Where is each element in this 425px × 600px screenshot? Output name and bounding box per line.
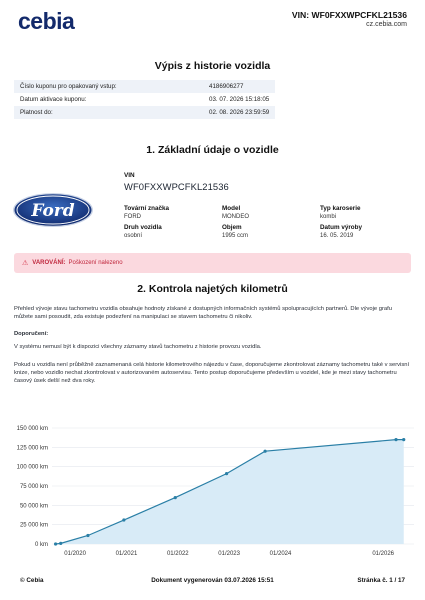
engine-volume-field xyxy=(222,224,248,239)
y-tick-label: 125 000 km xyxy=(16,445,48,452)
y-tick-label: 100 000 km xyxy=(16,464,48,471)
vehicle-kind-value: osobní xyxy=(124,233,143,239)
data-point xyxy=(225,472,228,475)
make-value: FORD xyxy=(124,214,141,220)
coupon-number-label: Číslo kuponu pro opakovaný vstup: xyxy=(14,80,203,93)
x-tick-label: 01/2021 xyxy=(115,551,138,557)
ford-logo-icon xyxy=(12,192,94,228)
warning-text: Poškození nalezeno xyxy=(68,260,123,266)
footer-page-number: Stránka č. 1 / 17 xyxy=(357,577,405,584)
section-basic-info-title: 1. Základní údaje o vozidle xyxy=(146,144,279,156)
header-vin-block xyxy=(292,10,407,28)
vin-label: VIN xyxy=(124,172,135,179)
x-tick-label: 01/2020 xyxy=(64,551,86,557)
data-point xyxy=(122,518,125,521)
header-site-link[interactable]: cz.cebia.com xyxy=(366,21,407,28)
valid-until-label: Platnost do: xyxy=(14,106,203,119)
vehicle-kind-field xyxy=(124,224,162,239)
coupon-number-value: 4186906277 xyxy=(203,80,275,93)
vin-value: WF0FXXWPCFKL21536 xyxy=(124,181,229,192)
cebia-logo: cebia xyxy=(18,8,75,34)
vehicle-kind-label: Druh vozidla xyxy=(124,224,162,231)
production-date-label: Datum výroby xyxy=(320,224,362,231)
engine-volume-label: Objem xyxy=(222,224,242,231)
coupon-info-table xyxy=(14,80,275,119)
table-row xyxy=(14,80,275,93)
data-point xyxy=(263,450,266,453)
page-header xyxy=(18,8,407,38)
x-tick-label: 01/2022 xyxy=(166,551,189,557)
odometer-chart xyxy=(0,418,425,563)
data-point xyxy=(86,534,89,537)
x-tick-label: 01/2026 xyxy=(372,551,395,557)
y-tick-label: 150 000 km xyxy=(16,426,48,432)
engine-volume-value: 1995 ccm xyxy=(222,233,249,239)
data-point xyxy=(394,438,397,441)
production-date-value: 16. 05. 2019 xyxy=(320,233,354,239)
page-title: Výpis z historie vozidla xyxy=(154,60,271,72)
vehicle-vin-block xyxy=(124,172,229,192)
section-odometer-title: 2. Kontrola najetých kilometrů xyxy=(137,283,288,295)
warning-label: VAROVÁNÍ: xyxy=(32,260,66,266)
recommendation-note: V systému nemusí být k dispozici všechny záznamy stavů tachometru z historie provozu vozidla. xyxy=(14,344,262,350)
recommendation-text: Pokud u vozidla není průběžně zaznamenaná celá historie kilometrového nájezdu v čase, doporučujeme zkontrolovat záznamy tachometru také v servisní knize, nebo vozidlo nechat zkontrolovat v autorizovaném autoservisu. Tento postup doporučujeme především u vozidel, kde je mezi stavy tachometru časový úsek delší než dva roky. xyxy=(14,362,410,385)
y-tick-label: 25 000 km xyxy=(19,522,48,529)
make-label: Tovární značka xyxy=(124,205,170,212)
x-tick-label: 01/2023 xyxy=(218,551,241,557)
x-tick-label: 01/2024 xyxy=(269,551,292,557)
make-field xyxy=(124,205,169,220)
body-type-field xyxy=(320,205,360,220)
production-date-field xyxy=(320,224,362,239)
table-row xyxy=(14,106,275,119)
mileage-area xyxy=(56,440,404,544)
y-tick-label: 75 000 km xyxy=(19,484,48,490)
valid-until-value: 02. 08. 2026 23:59:59 xyxy=(203,106,275,119)
y-tick-label: 50 000 km xyxy=(19,503,48,510)
model-label: Model xyxy=(222,205,241,212)
model-value: MONDEO xyxy=(222,214,249,220)
body-type-label: Typ karoserie xyxy=(320,205,361,212)
data-point xyxy=(59,542,62,545)
activation-date-value: 03. 07. 2026 15:18:05 xyxy=(209,96,270,103)
footer-copyright: © Cebia xyxy=(20,577,44,584)
data-point xyxy=(54,542,57,545)
damage-warning-banner xyxy=(14,253,411,273)
header-vin: VIN: WF0FXXWPCFKL21536 xyxy=(291,10,407,20)
body-type-value: kombi xyxy=(320,214,337,220)
table-row xyxy=(14,93,275,106)
activation-date-label: Datum aktivace kuponu: xyxy=(20,96,87,103)
model-field xyxy=(222,205,249,220)
data-point xyxy=(174,496,177,499)
y-tick-label: 0 km xyxy=(34,542,48,548)
recommendation-label: Doporučení: xyxy=(14,331,49,337)
warning-icon: ⚠ xyxy=(22,260,29,267)
ford-logo-text: Ford xyxy=(31,201,75,221)
data-point xyxy=(402,438,405,441)
footer-generated: Dokument vygenerován 03.07.2026 15:51 xyxy=(151,577,274,584)
odometer-intro-text: Přehled vývoje stavu tachometru vozidla obsahuje hodnoty získané z dostupných informačních systémů spolupracujících partnerů. Dle vývoje grafu můžete sami posoudit, zda existuje podezření na manipulaci se stavem tachometru či nikoliv. xyxy=(14,306,392,321)
